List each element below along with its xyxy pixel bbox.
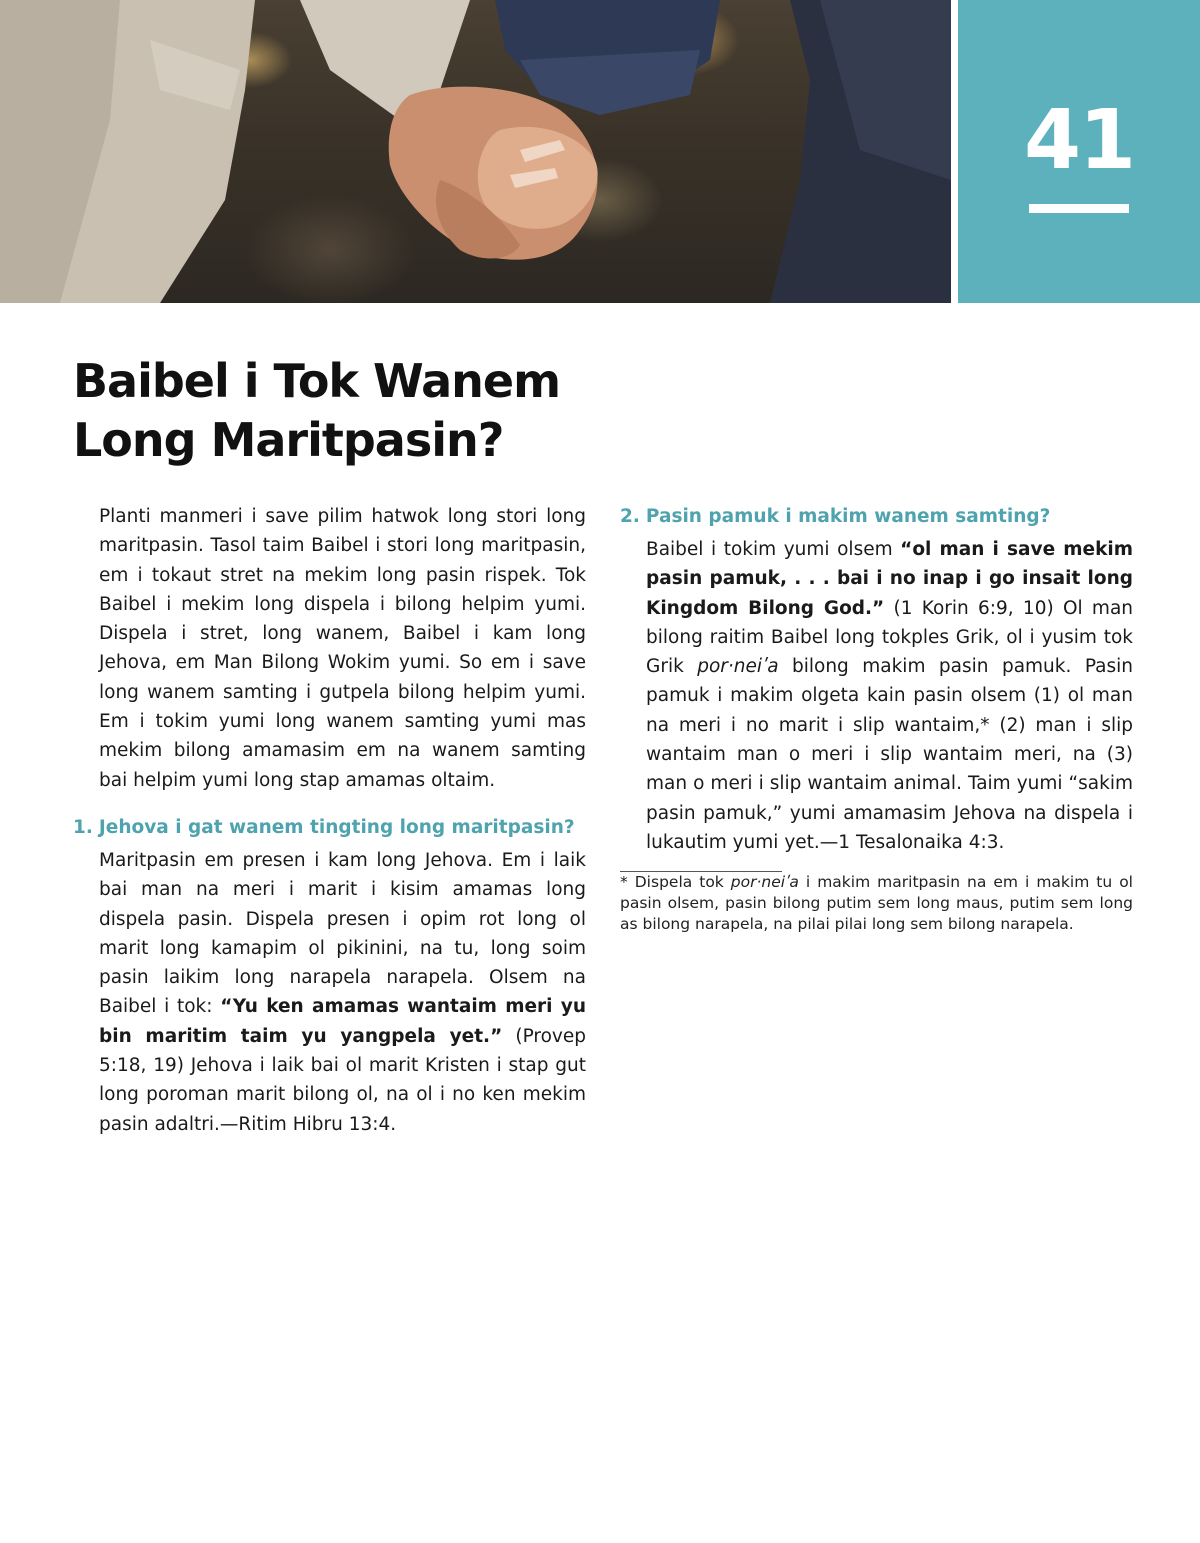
q2-quote: “ol man i save mekim pasin pamuk, . . . bai i no inap i go insait long Kingdom Bilong God.” <box>646 539 1133 619</box>
footnote-marker[interactable]: * <box>980 714 990 736</box>
q2-text-mid2: bilong makim pasin pamuk. Pasin pamuk i makim olgeta kain pasin olsem (1) ol man na meri i no marit i slip wantaim, <box>646 656 1133 736</box>
question-1-text: Jehova i gat wanem tingting long maritpasin? <box>98 816 575 838</box>
intro-paragraph: Planti manmeri i save pilim hatwok long stori long maritpasin. Tasol taim Baibel i stori long maritpasin, em i tokaut stret na mekim long pasin rispek. Tok Baibel i mekim long dispela i bilong helpim yumi. Dispela i stret, long wanem, Baibel i kam long Jehova, em Man Bilong Wokim yumi. So em i save long wanem samting i gutpela bilong helpim yumi. Em i tokim yumi long wanem samting yumi mas mekim bilong amamasim em na wanem samting bai helpim yumi long stap amamas oltaim. <box>99 506 586 791</box>
q2-text-before: Baibel i tokim yumi olsem <box>646 539 901 560</box>
question-2-answer <box>620 535 1133 857</box>
question-1-heading <box>73 813 586 842</box>
q2-text-mid1: (1 Korin 6:9, 10) Ol man bilong raitim Baibel long tokples Grik, ol i yusim tok Grik <box>646 597 1134 678</box>
q1-text-before: Maritpasin em presen i kam long Jehova. Em i laik bai man na meri i marit i kisim amamas long dispela pasin. Dispela presen i opim rot long ol marit long kamapim ol pikinini, na tu, long soim pasin laikim long narapela narapela. Olsem na Baibel i tok: <box>99 849 586 1018</box>
title-line-1: Baibel i Tok Wanem <box>73 354 561 408</box>
q1-quote: “Yu ken amamas wantaim meri yu bin maritim taim yu yangpela yet.” <box>99 996 586 1047</box>
badge-underline <box>1029 204 1129 213</box>
lesson-number: 41 <box>1023 93 1135 188</box>
question-2-text: Pasin pamuk i makim wanem samting? <box>645 506 1051 527</box>
question-1-number: 1. <box>73 816 93 838</box>
lesson-badge <box>958 0 1200 303</box>
hands-illustration <box>0 0 951 303</box>
right-column <box>620 502 1133 935</box>
footnote-lead: * Dispela tok <box>620 873 731 892</box>
question-2-number: 2. <box>620 506 640 527</box>
title-line-2: Long Maritpasin? <box>73 413 504 467</box>
left-column <box>73 502 586 1139</box>
footnote-greek-word: por·neiʹa <box>730 873 799 892</box>
question-1-answer <box>73 846 586 1139</box>
question-2-heading <box>620 502 1133 531</box>
footnote-text: i makim maritpasin na em i makim tu ol pasin olsem, pasin bilong putim sem long maus, putim sem long as bilong narapela, na pilai pilai long sem bilong narapela. <box>620 873 1133 934</box>
page-title <box>73 352 560 470</box>
q2-greek-word: por·neiʹa <box>697 656 779 678</box>
footnote <box>620 872 1133 935</box>
q2-text-after: (2) man i slip wantaim man o meri i slip wantaim meri, na (3) man o meri i slip wantaim animal. Taim yumi “sakim pasin pamuk,” yumi amamasim Jehova na dispela i lukautim yumi yet.—1 Tesalonaika 4:3. <box>646 714 1133 853</box>
header-photo <box>0 0 951 303</box>
q1-text-after: (Provep 5:18, 19) Jehova i laik bai ol marit Kristen i stap gut long poroman marit bilong ol, na ol i no ken mekim pasin adaltri.—Ritim Hibru 13:4. <box>99 1025 586 1135</box>
